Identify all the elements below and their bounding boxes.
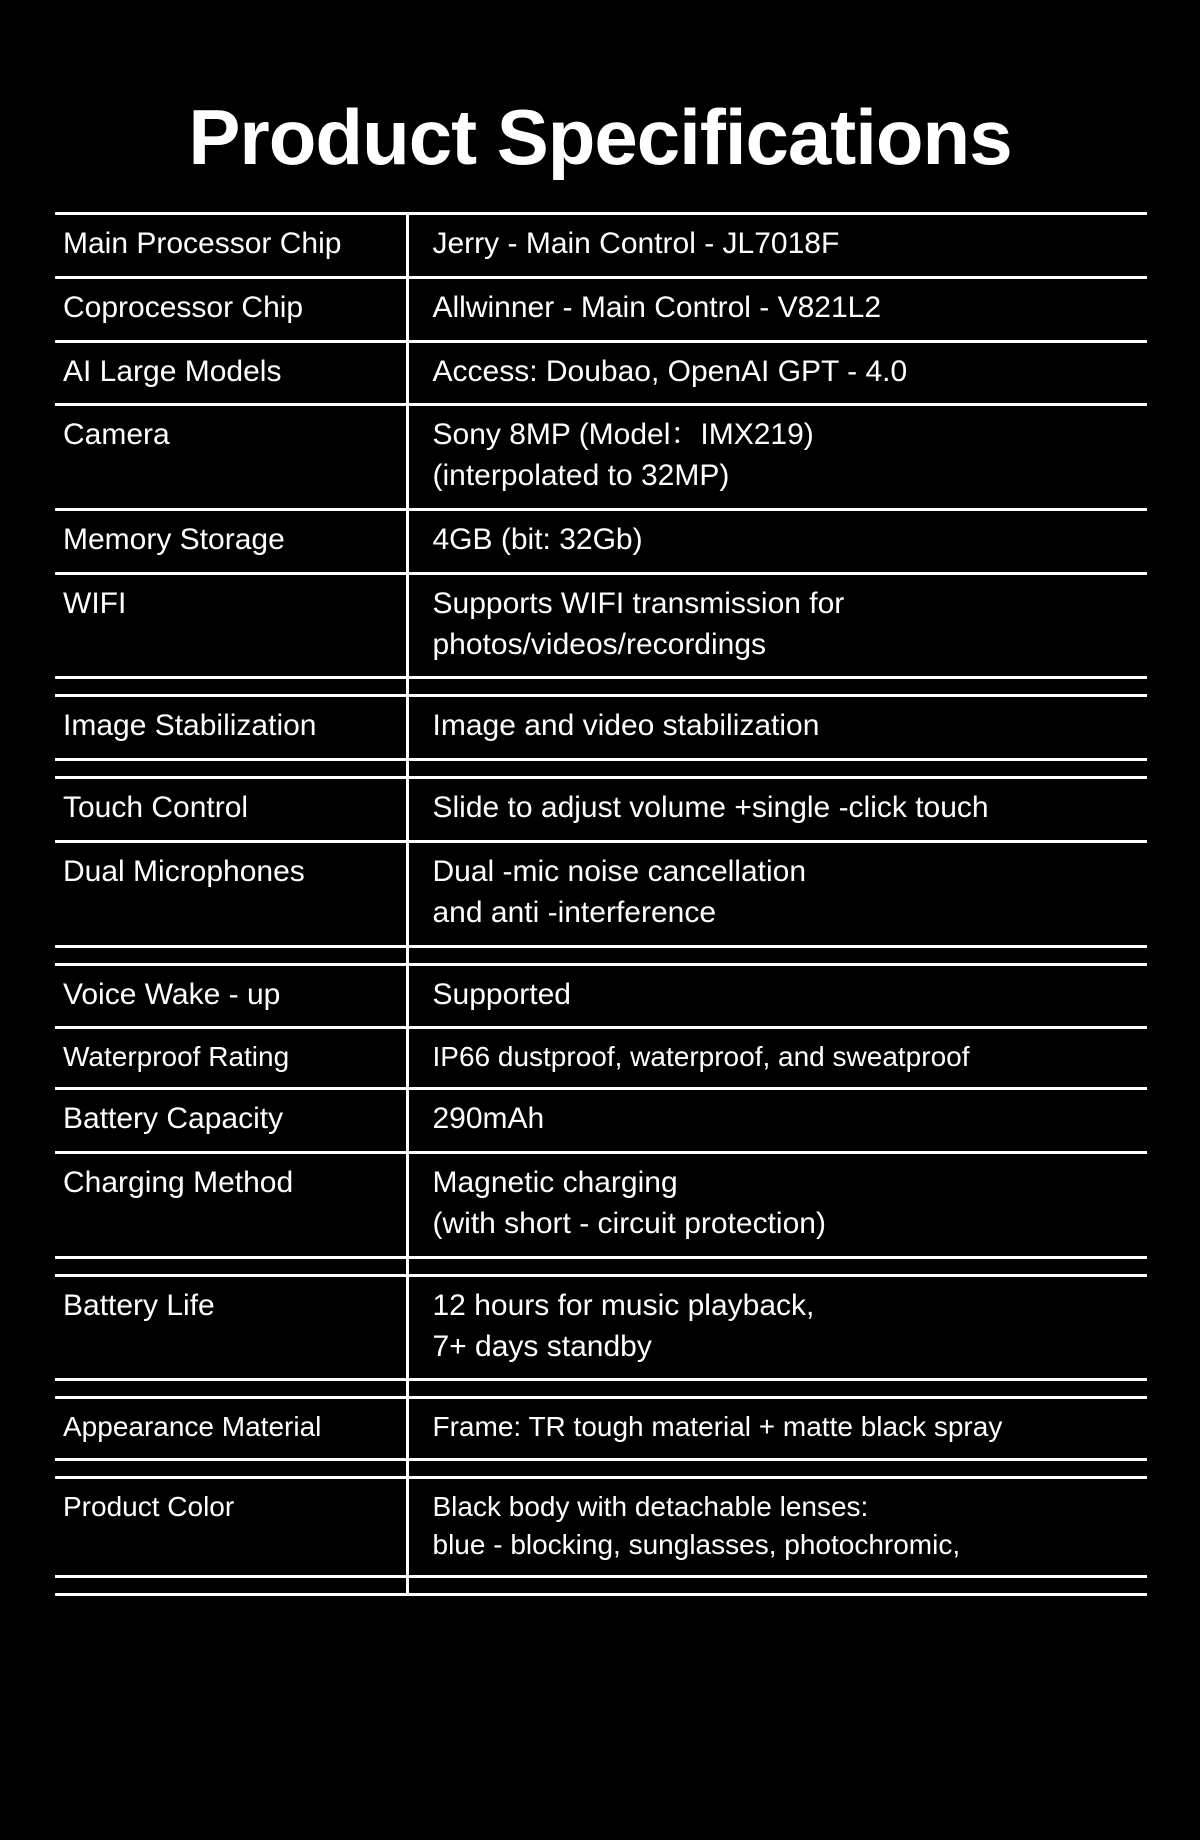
table-row xyxy=(55,696,1147,760)
row-spacer-value xyxy=(407,1257,1147,1275)
specifications-table xyxy=(55,212,1147,1596)
spec-value-line: Allwinner - Main Control - V821L2 xyxy=(432,290,882,324)
page-title: Product Specifications xyxy=(188,93,1012,181)
spec-label: AI Large Models xyxy=(55,341,407,405)
table-row xyxy=(55,964,1147,1028)
spec-value xyxy=(407,1275,1147,1380)
spec-label: Charging Method xyxy=(55,1153,407,1258)
row-spacer-value xyxy=(407,1380,1147,1398)
spec-value xyxy=(407,1089,1147,1153)
spec-label: Battery Life xyxy=(55,1275,407,1380)
spec-value-line: (interpolated to 32MP) xyxy=(432,459,730,493)
table-row xyxy=(55,405,1147,510)
spec-value-line: IP66 dustproof, waterproof, and sweatproof xyxy=(432,1041,970,1073)
row-spacer xyxy=(55,1257,1147,1275)
spec-value-line: Frame: TR tough material + matte black spray xyxy=(432,1411,1003,1443)
spec-label: Dual Microphones xyxy=(55,841,407,946)
spec-value xyxy=(407,964,1147,1028)
spec-label: Coprocessor Chip xyxy=(55,277,407,341)
spec-value xyxy=(407,1153,1147,1258)
spec-value-line: Supported xyxy=(432,977,571,1011)
row-spacer xyxy=(55,1576,1147,1594)
spec-value-line: Sony 8MP (Model：IMX219) xyxy=(432,418,814,452)
spec-value-line: Access: Doubao, OpenAI GPT - 4.0 xyxy=(432,354,908,388)
spec-label: Image Stabilization xyxy=(55,696,407,760)
row-spacer-label xyxy=(55,1459,407,1477)
spec-value-line: Jerry - Main Control - JL7018F xyxy=(432,227,840,260)
row-spacer-label xyxy=(55,678,407,696)
row-spacer xyxy=(55,678,1147,696)
spec-label: Battery Capacity xyxy=(55,1089,407,1153)
table-row xyxy=(55,1398,1147,1459)
spec-label: Memory Storage xyxy=(55,509,407,573)
spec-value xyxy=(407,696,1147,760)
spec-value-line: photos/videos/recordings xyxy=(432,627,767,661)
spec-value-line: 4GB (bit: 32Gb) xyxy=(432,522,643,556)
spec-label: Appearance Material xyxy=(55,1398,407,1459)
row-spacer-label xyxy=(55,1576,407,1594)
table-row xyxy=(55,1089,1147,1153)
row-spacer-value xyxy=(407,1576,1147,1594)
spec-label: Waterproof Rating xyxy=(55,1028,407,1089)
spec-value-line: Supports WIFI transmission for xyxy=(432,586,845,620)
table-row xyxy=(55,509,1147,573)
row-spacer-value xyxy=(407,760,1147,778)
spec-label: Product Color xyxy=(55,1477,407,1576)
table-row xyxy=(55,1153,1147,1258)
spec-value-line: Slide to adjust volume +single -click touch xyxy=(432,791,989,825)
spec-value-line: Dual -mic noise cancellation xyxy=(432,854,807,888)
table-row xyxy=(55,573,1147,678)
spec-value xyxy=(407,841,1147,946)
table-row xyxy=(55,778,1147,842)
row-spacer-label xyxy=(55,1380,407,1398)
spec-value xyxy=(407,1477,1147,1576)
spec-value xyxy=(407,277,1147,341)
spec-value xyxy=(407,341,1147,405)
spec-value xyxy=(407,1028,1147,1089)
spec-value-line: and anti -interference xyxy=(432,895,717,929)
spec-label: Camera xyxy=(55,405,407,510)
spec-value-line: 12 hours for music playback, xyxy=(432,1288,815,1322)
row-spacer xyxy=(55,760,1147,778)
table-row xyxy=(55,841,1147,946)
table-row xyxy=(55,341,1147,405)
table-row xyxy=(55,1477,1147,1576)
spec-value xyxy=(407,573,1147,678)
table-row xyxy=(55,1028,1147,1089)
row-spacer xyxy=(55,946,1147,964)
table-row xyxy=(55,277,1147,341)
row-spacer-value xyxy=(407,946,1147,964)
table-row xyxy=(55,214,1147,278)
spec-value-line: Image and video stabilization xyxy=(432,709,820,743)
table-row xyxy=(55,1275,1147,1380)
spec-label: WIFI xyxy=(55,573,407,678)
spec-value xyxy=(407,1398,1147,1459)
spec-value-line: Black body with detachable lenses: xyxy=(432,1490,869,1522)
spec-label: Touch Control xyxy=(55,778,407,842)
specifications-table-body xyxy=(55,214,1147,1595)
row-spacer-value xyxy=(407,1459,1147,1477)
spec-value-line: 290mAh xyxy=(432,1102,545,1136)
spec-value-line: 7+ days standby xyxy=(432,1329,652,1363)
row-spacer-value xyxy=(407,678,1147,696)
row-spacer xyxy=(55,1380,1147,1398)
row-spacer xyxy=(55,1459,1147,1477)
spec-value xyxy=(407,214,1147,278)
spec-value xyxy=(407,778,1147,842)
spec-label: Voice Wake - up xyxy=(55,964,407,1028)
spec-value-line: blue - blocking, sunglasses, photochromic, xyxy=(432,1528,961,1560)
row-spacer-label xyxy=(55,946,407,964)
row-spacer-label xyxy=(55,1257,407,1275)
spec-value xyxy=(407,509,1147,573)
row-spacer-label xyxy=(55,760,407,778)
spec-label: Main Processor Chip xyxy=(55,214,407,278)
spec-value-line: Magnetic charging xyxy=(432,1166,678,1200)
spec-value-line: (with short - circuit protection) xyxy=(432,1207,826,1241)
spec-value xyxy=(407,405,1147,510)
